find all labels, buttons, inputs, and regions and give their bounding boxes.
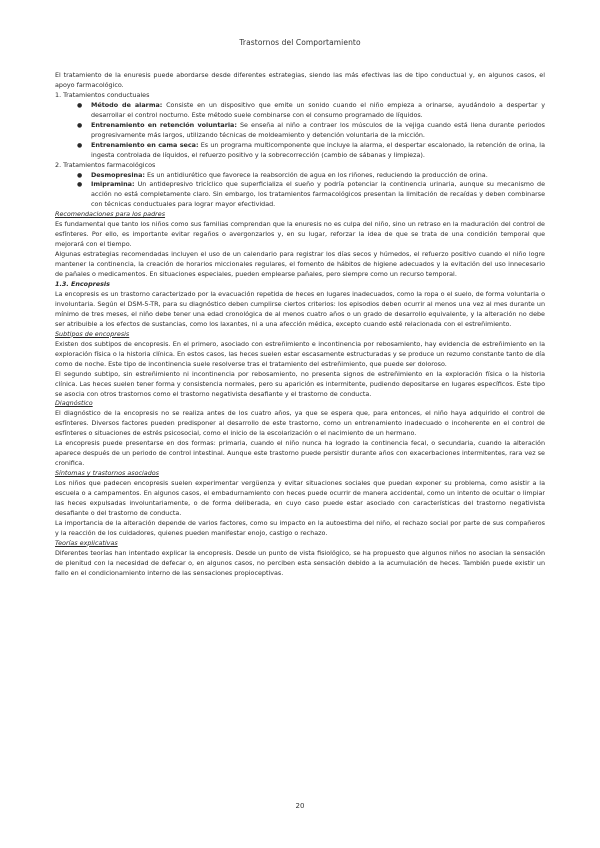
bullet-text: Es un programa multicomponente que incluye la alarma, el despertar escalonado, la retención de orina, la ingesta controlada de líquidos, el refuerzo positivo y la sobrecorrección (cambio de sábanas y limpieza). [91,140,546,159]
intro-paragraph: El tratamiento de la enuresis puede abordarse desde diferentes estrategias, siendo las más efectivas las de tipo conductual y, en algunos casos, el apoyo farmacológico. [55,71,545,89]
paragraph: La encopresis es un trastorno caracterizado por la evacuación repetida de heces en lugares inadecuados, como la ropa o el suelo, de forma voluntaria o involuntaria. Según el DSM-5-TR, para su diagnóstico deben cumplirse ciertos criterios: los episodios deben ocurrir al menos una vez al mes durante un mínimo de tres meses, el niño debe tener una edad cronológica de al menos cuatro años o un grado de desarrollo equivalente, y la alteración no debe ser atribuible a los efectos de sustancias, como los laxantes, ni a una afección médica, excepto cuando esté relacionada con el estreñimiento. [55,289,545,328]
bullet-icon: ● [77,171,83,179]
paragraph: Es fundamental que tanto los niños como sus familias comprendan que la enuresis no es culpa del niño, sino un retraso en la maduración del control de esfínteres. Por ello, es importante evitar regaños o avergonzarlos y, en su lugar, reforzar la idea de que se trata de una condición temporal que mejorará con el tiempo. [55,220,545,249]
bullet-term: Imipramina: [91,180,135,189]
paragraph: El diagnóstico de la encopresis no se realiza antes de los cuatro años, ya que se espera que, para entonces, el niño haya adquirido el control de esfínteres. Diversos factores pueden predisponer al desarrollo de este trastorno, como un entrenamiento inadecuado o incoherente en el control de esfínteres o situaciones de estrés psicosocial, como el inicio de la escolarización o el nacimiento de un hermano. [55,409,545,438]
bullet-term: Entrenamiento en retención voluntaria: [91,120,237,129]
bullet-text: Un antidepresivo tricíclico que superficializa el sueño y podría potenciar la continencia urinaria, aunque su mecanismo de acción no está completamente claro. Sin embargo, los tratamientos farmacológicos presentan la limitación de recaídas y deben combinarse con técnicas conductuales para lograr mayor efectividad. [91,180,545,209]
section-title-conductuales: 1. Tratamientos conductuales [55,90,150,99]
list-item [77,141,545,161]
heading-encopresis: 1.3. Encopresis [55,280,110,289]
heading-teorias: Teorías explicativas [55,538,118,547]
list-item [77,101,545,121]
bullet-term: Método de alarma: [91,100,163,109]
heading-diagnostico: Diagnóstico [55,399,93,408]
bullet-icon: ● [77,181,83,189]
bullet-text: Es un antidiurético que favorece la reabsorción de agua en los riñones, reduciendo la producción de orina. [144,170,488,179]
list-item [77,171,545,181]
paragraph: Algunas estrategias recomendadas incluyen el uso de un calendario para registrar los días secos y húmedos, el refuerzo positivo cuando el niño logre mantener la continencia, la creación de horarios miccionales regulares, el fomento de hábitos de higiene adecuados y la evitación del uso innecesario de pañales o medicamentos. En situaciones especiales, pueden emplearse pañales, pero siempre como un recurso temporal. [55,250,545,279]
bullet-text: Se enseña al niño a contraer los músculos de la vejiga cuando está llena durante periodos progresivamente más largos, utilizando técnicas de moldeamiento y detención voluntaria de la micción. [91,120,545,139]
paragraph: Existen dos subtipos de encopresis. En el primero, asociado con estreñimiento e incontinencia por rebosamiento, hay evidencia de estreñimiento en la exploración física o la historia clínica. En estos casos, las heces suelen estar escasamente estructuradas y se produce un rezumo constante tanto de día como de noche. Este tipo de incontinencia suele resolverse tras el tratamiento del estreñimiento, que puede ser doloroso. [55,339,545,368]
bullet-text: Consiste en un dispositivo que emite un sonido cuando el niño empieza a orinarse, ayudándolo a despertar y desarrollar el control nocturno. Este método suele combinarse con el consumo programado de líquidos. [91,100,545,119]
bullet-icon: ● [77,141,83,149]
paragraph: Los niños que padecen encopresis suelen experimentar vergüenza y evitar situaciones sociales que puedan exponer su problema, como asistir a la escuela o a campamentos. En algunos casos, el embadurnamiento con heces puede ocurrir de manera accidental, como un intento de ocultar o limpiar las heces expulsadas involuntariamente, o de forma deliberada, en cuyo caso puede estar asociado con características del trastorno negativista desafiante o del trastorno de conducta. [55,479,545,517]
bullet-term: Desmopresina: [91,170,145,179]
section-title-farmacologicos: 2. Tratamientos farmacológicos [55,160,156,169]
heading-sintomas: Síntomas y trastornos asociados [55,469,160,478]
paragraph: El segundo subtipo, sin estreñimiento ni incontinencia por rebosamiento, no presenta signos de estreñimiento en la exploración física o la historia clínica. Las heces suelen tener forma y consistencia normales, pero su aparición es intermitente, pudiendo depositarse en lugares específicos. Este tipo se asocia con otros trastornos como el trastorno negativista desafiante y el trastorno de conducta. [55,369,545,398]
bullet-icon: ● [77,121,83,129]
heading-subtipos: Subtipos de encopresis [55,329,130,338]
page-body [55,71,545,579]
page-number: 20 [295,802,305,810]
bullet-term: Entrenamiento en cama seca: [91,140,199,149]
heading-recomendaciones: Recomendaciones para los padres [55,210,166,219]
paragraph: La importancia de la alteración depende de varios factores, como su impacto en la autoestima del niño, el rechazo social por parte de sus compañeros y la reacción de los cuidadores, quienes pueden manifestar enojo, castigo o rechazo. [55,518,545,537]
paragraph: Diferentes teorías han intentado explicar la encopresis. Desde un punto de vista fisiológico, se ha propuesto que algunos niños no asocian la sensación de plenitud con la necesidad de defecar o, en algunos casos, no perciben esta sensación debido a la acumulación de heces. También puede existir un fallo en el condicionamiento interno de las sensaciones propioceptivas. [55,548,545,577]
paragraph: La encopresis puede presentarse en dos formas: primaria, cuando el niño nunca ha logrado la continencia fecal, o secundaria, cuando la alteración aparece después de un periodo de control intestinal. Aunque este trastorno puede persistir durante años con exacerbaciones intermitentes, rara vez se cronifica. [55,439,545,468]
running-header: Trastornos del Comportamiento [239,38,361,47]
list-item [77,180,545,210]
bullet-icon: ● [77,101,83,109]
list-item [77,121,545,141]
